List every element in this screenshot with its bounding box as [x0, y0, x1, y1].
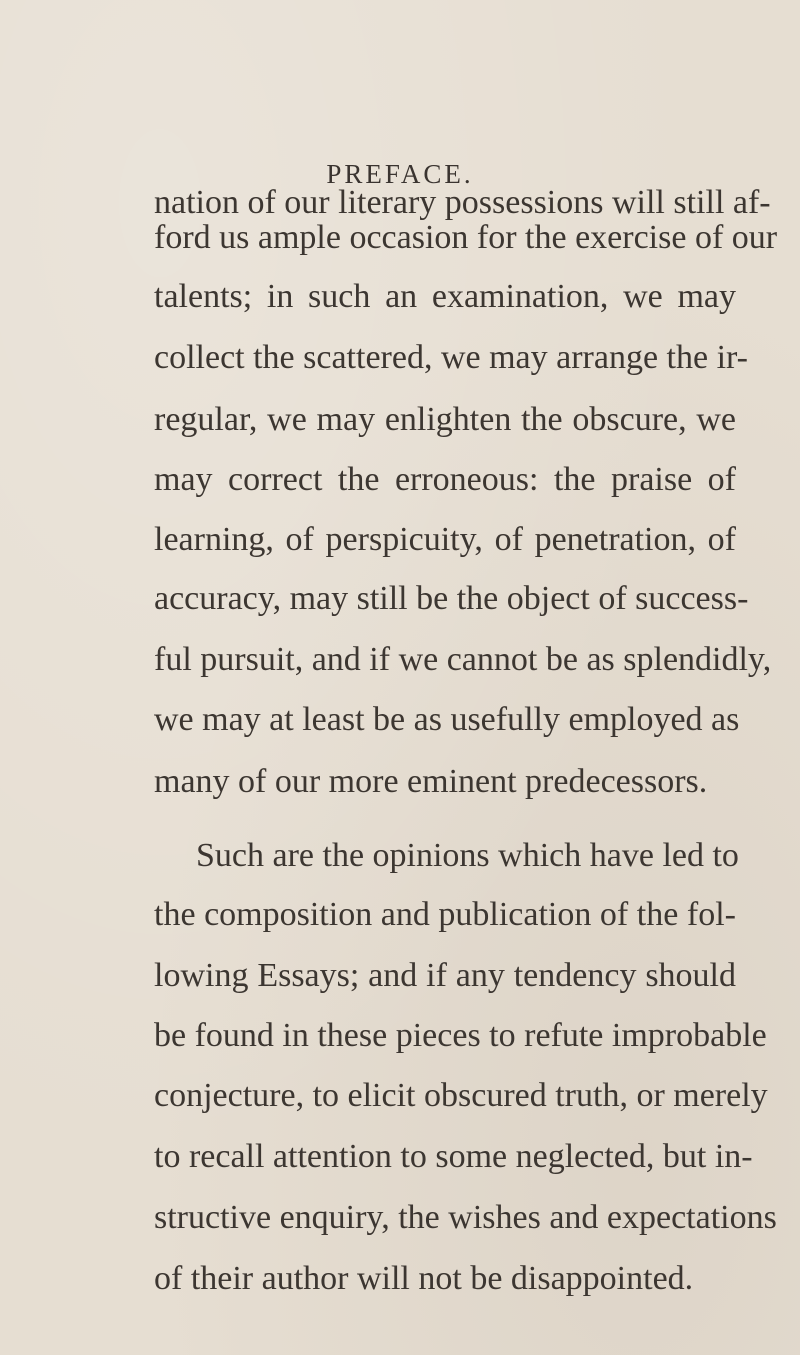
text-line: be found in these pieces to refute improbable [154, 1017, 767, 1054]
text-line: structive enquiry, the wishes and expectations [154, 1199, 777, 1236]
text-line: talents; in such an examination, we may [154, 278, 736, 315]
text-line: of their author will not be disappointed. [154, 1260, 694, 1297]
text-line: nation of our literary possessions will still af- [154, 184, 771, 221]
text-line: learning, of perspicuity, of penetration, of [154, 521, 736, 558]
text-line: to recall attention to some neglected, but in- [154, 1138, 753, 1175]
text-line: regular, we may enlighten the obscure, we [154, 401, 736, 438]
running-head: PREFACE. [326, 159, 474, 189]
text-line: conjecture, to elicit obscured truth, or merely [154, 1077, 768, 1114]
text-line: many of our more eminent predecessors. [154, 763, 708, 800]
text-line: ful pursuit, and if we cannot be as splendidly, [154, 641, 772, 678]
text-line: collect the scattered, we may arrange the ir- [154, 339, 749, 376]
text-line: Such are the opinions which have led to [196, 837, 739, 874]
text-line: may correct the erroneous: the praise of [154, 461, 736, 498]
text-line: accuracy, may still be the object of success- [154, 580, 749, 617]
text-line: ford us ample occasion for the exercise of our [154, 219, 778, 256]
text-line: lowing Essays; and if any tendency should [154, 957, 736, 994]
text-line: the composition and publication of the fol- [154, 896, 736, 933]
text-line: we may at least be as usefully employed as [154, 701, 740, 738]
